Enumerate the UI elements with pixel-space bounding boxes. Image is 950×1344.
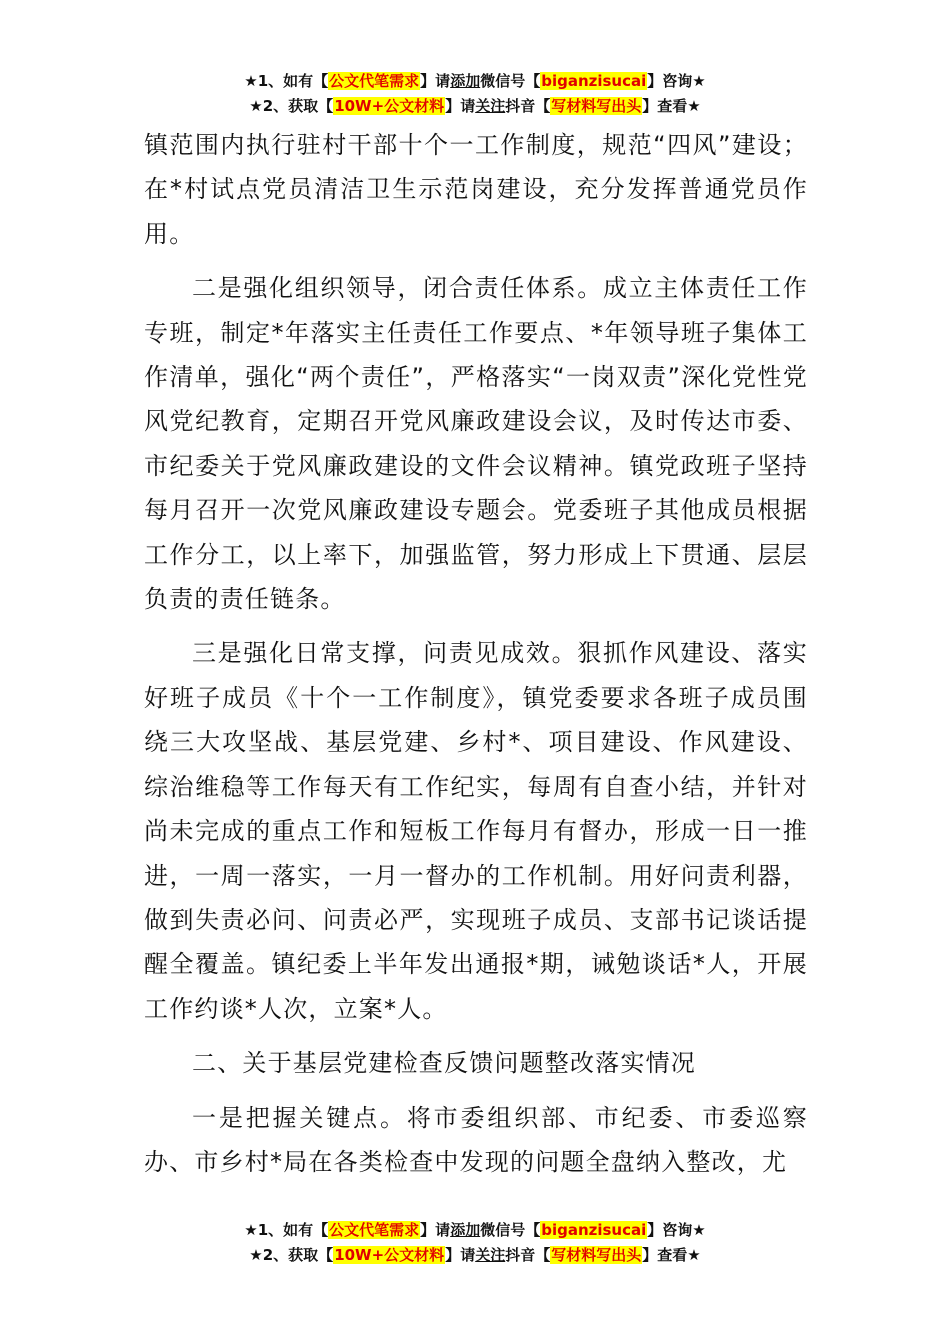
promo-text: 】请 (445, 1246, 476, 1264)
promo-banner-top (0, 69, 950, 119)
promo-highlight-wechat-id: biganzisucai (541, 72, 647, 90)
promo-banner-bottom (0, 1218, 950, 1268)
promo-text: 】咨询★ (647, 1221, 706, 1239)
promo-text: 】请 (420, 72, 451, 90)
promo-text: 】查看★ (642, 97, 701, 115)
promo-line-1 (0, 69, 950, 94)
promo-line-1 (0, 1218, 950, 1243)
promo-highlight-douyin-account: 写材料写出头 (551, 1246, 642, 1264)
promo-text: 抖音【 (505, 97, 551, 115)
section-heading: 二、关于基层党建检查反馈问题整改落实情况 (192, 1049, 696, 1078)
promo-text: 】查看★ (642, 1246, 701, 1264)
promo-text: 】咨询★ (647, 72, 706, 90)
paragraph-organization-leadership: 二是强化组织领导，闭合责任体系。成立主体责任工作专班，制定*年落实主任责任工作要点、*年领导班子集体工作清单，强化“两个责任”，严格落实“一岗双责”深化党性党风党纪教育，定期召开党风廉政建设会议，及时传达市委、市纪委关于党风廉政建设的文件会议精神。镇党政班子坚持每月召开一次党风廉政建设专题会。党委班子其他成员根据工作分工，以上率下，加强监管，努力形成上下贯通、层层负责的责任链条。 (144, 274, 808, 614)
promo-text: 】请 (445, 97, 476, 115)
promo-text: 】请 (420, 1221, 451, 1239)
promo-underlined-text: 关注 (475, 97, 506, 115)
paragraph-daily-support: 三是强化日常支撑，问责见成效。狠抓作风建设、落实好班子成员《十个一工作制度》，镇党委要求各班子成员围绕三大攻坚战、基层党建、乡村*、项目建设、作风建设、综治维稳等工作每天有工作纪实，每周有自查小结，并针对尚未完成的重点工作和短板工作每月有督办，形成一日一推进，一周一落实，一月一督办的工作机制。用好问责利器，做到失责必问、问责必严，实现班子成员、支部书记谈话提醒全覆盖。镇纪委上半年发出通报*期，诫勉谈话*人，开展工作约谈*人次，立案*人。 (144, 639, 808, 1023)
promo-underlined-text: 添加 (450, 1221, 481, 1239)
promo-text: ★2、获取【 (249, 1246, 334, 1264)
promo-text: 微信号【 (480, 1221, 541, 1239)
document-body (144, 123, 808, 1194)
promo-underlined-text: 关注 (475, 1246, 506, 1264)
promo-highlight-service: 公文代笔需求 (329, 72, 420, 90)
promo-highlight-materials: 10W+公文材料 (334, 97, 445, 115)
paragraph-continuation: 镇范围内执行驻村干部十个一工作制度，规范“四风”建设；在*村试点党员清洁卫生示范岗建设，充分发挥普通党员作用。 (144, 131, 808, 248)
paragraph-key-points: 一是把握关键点。将市委组织部、市纪委、市委巡察办、市乡村*局在各类检查中发现的问题全盘纳入整改，尤 (144, 1103, 808, 1176)
promo-highlight-materials: 10W+公文材料 (334, 1246, 445, 1264)
promo-highlight-service: 公文代笔需求 (329, 1221, 420, 1239)
promo-text: ★2、获取【 (249, 97, 334, 115)
promo-line-2 (0, 94, 950, 119)
promo-line-2 (0, 1243, 950, 1268)
promo-highlight-wechat-id: biganzisucai (541, 1221, 647, 1239)
promo-text: 抖音【 (505, 1246, 551, 1264)
promo-text: ★1、如有【 (244, 1221, 329, 1239)
promo-highlight-douyin-account: 写材料写出头 (551, 97, 642, 115)
promo-text: ★1、如有【 (244, 72, 329, 90)
promo-text: 微信号【 (480, 72, 541, 90)
promo-underlined-text: 添加 (450, 72, 481, 90)
